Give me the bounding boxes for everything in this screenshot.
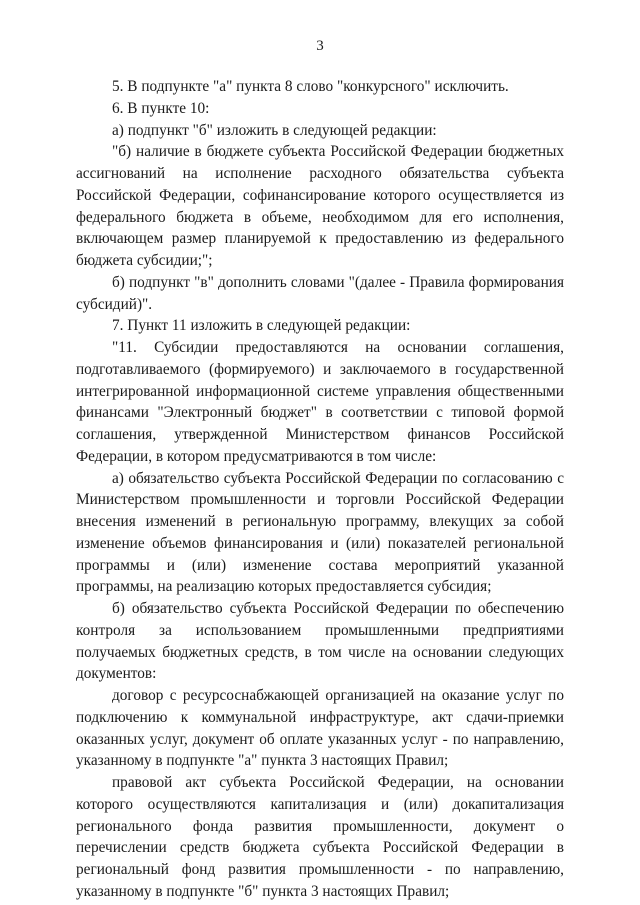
paragraph-contract: договор с ресурсоснабжающей организацией на оказание услуг по подключению к коммунальной инфраструктуре, акт сдачи-приемки оказанных услуг, документ об оплате указанных услуг - по направлению, указанному в подпункте "а" пункта 3 настоящих Правил; [76, 687, 564, 770]
document-body [76, 76, 564, 903]
paragraph-11-b: б) обязательство субъекта Российской Федерации по обеспечению контроля за использованием промышленными предприятиями получаемых бюджетных средств, в том числе на основании следующих документов: [76, 600, 564, 683]
page-number: 3 [316, 38, 324, 54]
paragraph-11-a: а) обязательство субъекта Российской Федерации по согласованию с Министерством промышленности и торговли Российской Федерации внесения изменений в региональную программу, влекущих за собой изменение объемов финансирования и (или) показателей региональной программы и (или) изменение состава мероприятий указанной программы, на реализацию которых предоставляется субсидия; [76, 469, 564, 596]
paragraph-subitem-b: б) подпункт "в" дополнить словами "(далее - Правила формирования субсидий)". [76, 273, 564, 313]
paragraph-quoted-b: "б) наличие в бюджете субъекта Российской Федерации бюджетных ассигнований на исполнение расходного обязательства субъекта Российской Федерации, софинансирование которого осуществляется из федерального бюджета в объеме, необходимом для его исполнения, включающем размер планируемой к предоставлению из федерального бюджета субсидии;"; [76, 143, 564, 269]
paragraph-legal-act: правовой акт субъекта Российской Федерации, на основании которого осуществляются капитализация и (или) докапитализация регионального фонда развития промышленности, документ о перечислении средств бюджета субъекта Российской Федерации в региональный фонд развития промышленности - по направлению, указанному в подпункте "б" пункта 3 настоящих Правил; [76, 774, 564, 900]
paragraph-subitem-a: а) подпункт "б" изложить в следующей редакции: [112, 121, 437, 139]
paragraph-item-5: 5. В подпункте "а" пункта 8 слово "конкурсного" исключить. [112, 78, 509, 95]
paragraph-item-7: 7. Пункт 11 изложить в следующей редакции: [112, 317, 411, 335]
paragraph-quoted-11: "11. Субсидии предоставляются на основании соглашения, подготавливаемого (формируемого) и заключаемого в государственной интегрированной информационной системе управления общественными финансами "Электронный бюджет" в соответствии с типовой формой соглашения, утвержденной Министерством финансов Российской Федерации, в котором предусматриваются в том числе: [76, 339, 564, 465]
paragraph-item-6: 6. В пункте 10: [112, 99, 210, 117]
